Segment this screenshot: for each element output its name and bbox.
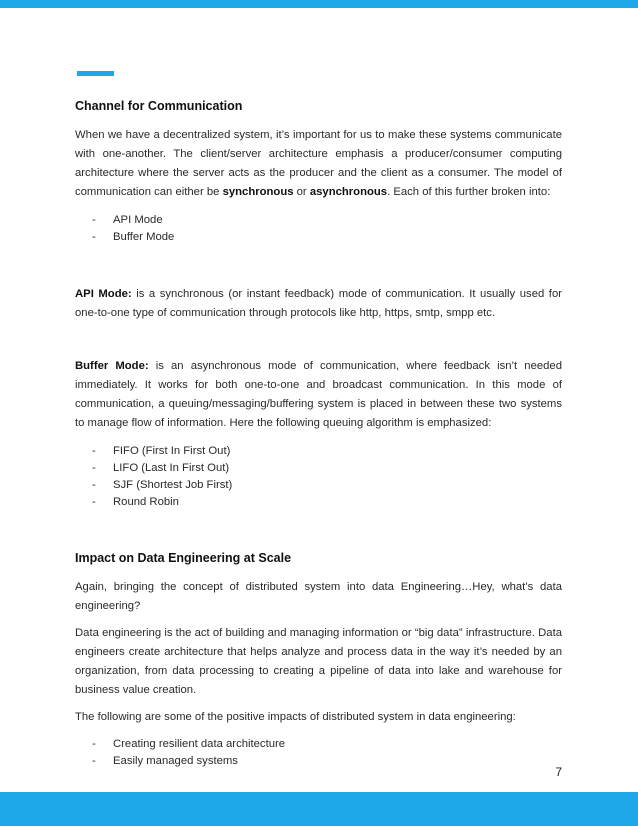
top-accent-bar bbox=[0, 0, 638, 8]
heading-accent-line bbox=[77, 71, 114, 76]
section-heading-channel: Channel for Communication bbox=[75, 99, 243, 113]
list-item: - LIFO (Last In First Out) bbox=[75, 460, 562, 477]
list-item: - SJF (Shortest Job First) bbox=[75, 477, 562, 494]
section-heading-impact: Impact on Data Engineering at Scale bbox=[75, 551, 292, 565]
list-item: - FIFO (First In First Out) bbox=[75, 443, 562, 460]
list-item: - Round Robin bbox=[75, 494, 562, 511]
buffer-mode-paragraph: Buffer Mode: is an asynchronous mode of communication, where feedback isn’t needed immediately. It works for both one-to-one and broadcast communication. In this mode of communication, a queuing/messaging/buffering system is placed in between these two systems to manage flow of information. Here the following queuing algorithm is emphasized: bbox=[75, 360, 562, 429]
page-number: 7 bbox=[555, 765, 562, 779]
impact-paragraph-2: Data engineering is the act of building and managing information or “big data” infrastructure. Data engineers create architecture that helps analyze and process data in the way it’s needed by an organization, from data processing to creating a pipeline of data into lake and warehouse for business value creation. bbox=[75, 627, 562, 696]
list-item: - Easily managed systems bbox=[75, 753, 562, 770]
modes-list bbox=[75, 212, 562, 246]
impact-paragraph-3: The following are some of the positive impacts of distributed system in data engineering: bbox=[75, 711, 516, 723]
impact-paragraph-1: Again, bringing the concept of distributed system into data Engineering…Hey, what’s data engineering? bbox=[75, 581, 562, 612]
list-item: - API Mode bbox=[75, 212, 562, 229]
buffer-mode-label: Buffer Mode: bbox=[75, 360, 149, 372]
impacts-list bbox=[75, 736, 562, 770]
api-mode-paragraph: API Mode: is a synchronous (or instant feedback) mode of communication. It usually used for one-to-one type of communication through protocols like http, https, smtp, smpp etc. bbox=[75, 288, 562, 319]
list-item: - Buffer Mode bbox=[75, 229, 562, 246]
asynchronous-term: asynchronous bbox=[309, 186, 388, 198]
queuing-algorithms-list bbox=[75, 443, 562, 511]
api-mode-label: API Mode: bbox=[75, 288, 132, 300]
intro-paragraph: When we have a decentralized system, it’s important for us to make these systems communicate with one-another. The client/server architecture emphasis a producer/consumer computing architecture where the server acts as the producer and the client as a consumer. The model of communication can either be synchronous or asynchronous. Each of this further broken into: bbox=[75, 129, 562, 198]
bottom-accent-bar bbox=[0, 792, 638, 826]
list-item: - Creating resilient data architecture bbox=[75, 736, 562, 753]
page-content bbox=[75, 98, 562, 770]
synchronous-term: synchronous bbox=[222, 186, 294, 198]
